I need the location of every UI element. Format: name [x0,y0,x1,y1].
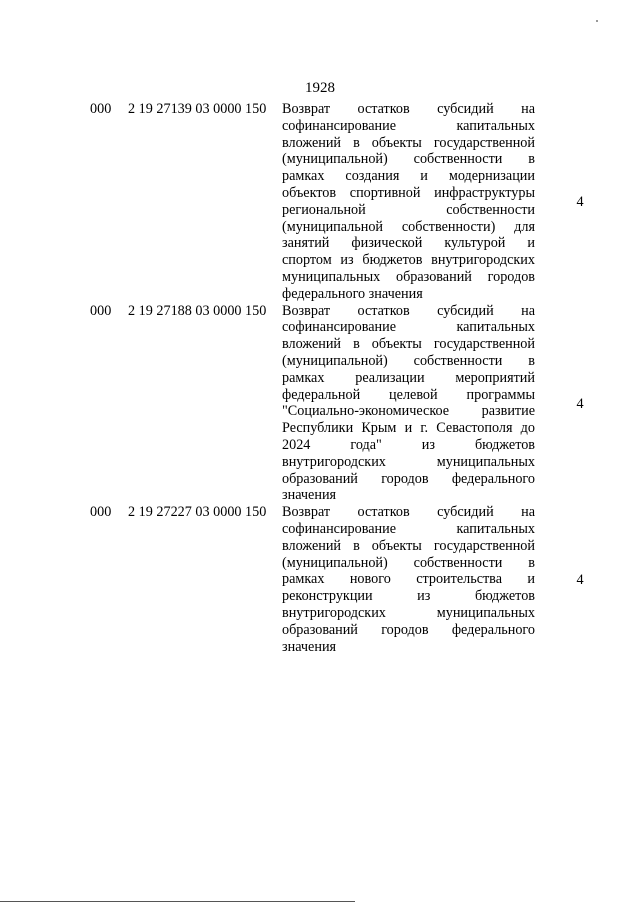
description-line: 2024 года" из бюджетов [282,436,535,453]
row-value: 4 [576,194,584,210]
description-line: значения [282,638,337,655]
description-line: вложений в объекты государственной [282,134,535,151]
description-line: вложений в объекты государственной [282,537,535,554]
row-description [282,303,535,505]
description-line: "Социально-экономическое развитие [282,403,535,420]
budget-classification-code: 2 19 27188 03 0000 150 [128,302,267,319]
budget-classification-code: 2 19 27227 03 0000 150 [128,504,267,521]
description-line: (муниципальной) собственности в [282,151,535,168]
description-line: вложений в объекты государственной [282,336,535,353]
description-line: занятий физической культурой и [282,235,535,252]
admin-code: 000 [90,302,112,319]
description-line: образований городов федерального [282,621,535,638]
description-line: федерального значения [282,285,423,302]
page-number: 1928 [305,80,335,96]
description-line: софинансирование капитальных [282,520,535,537]
description-line: региональной собственности [282,201,535,218]
table-row [90,101,590,303]
table-row [90,504,590,655]
description-line: рамках нового строительства и [282,571,535,588]
description-line: внутригородских муниципальных [282,453,535,470]
description-line: (муниципальной собственности) для [282,218,535,235]
description-line: Возврат остатков субсидий на [282,504,535,521]
description-line: значения [282,487,337,504]
description-line: (муниципальной) собственности в [282,352,535,369]
row-description [282,504,535,655]
description-line: образований городов федерального [282,470,535,487]
admin-code: 000 [90,101,112,117]
description-line: внутригородских муниципальных [282,604,535,621]
description-line: рамках создания и модернизации [282,168,535,185]
description-line: (муниципальной) собственности в [282,554,535,571]
description-line: софинансирование капитальных [282,117,535,134]
description-line: Республики Крым и г. Севастополя до [282,420,535,437]
description-line: Возврат остатков субсидий на [282,101,535,117]
footer-divider [0,901,355,902]
budget-classification-code: 2 19 27139 03 0000 150 [128,101,267,117]
table-row [90,303,590,505]
description-line: реконструкции из бюджетов [282,588,535,605]
row-value: 4 [576,395,584,412]
description-line: софинансирование капитальных [282,319,535,336]
budget-code-table [90,101,590,655]
admin-code: 000 [90,504,112,521]
row-description [282,101,535,303]
description-line: рамках реализации мероприятий [282,369,535,386]
description-line: федеральной целевой программы [282,386,535,403]
description-line: объектов спортивной инфраструктуры [282,184,535,201]
description-line: Возврат остатков субсидий на [282,302,535,319]
description-line: спортом из бюджетов внутригородских [282,252,535,269]
row-value: 4 [576,572,584,589]
scan-speck [596,20,598,22]
description-line: муниципальных образований городов [282,268,535,285]
